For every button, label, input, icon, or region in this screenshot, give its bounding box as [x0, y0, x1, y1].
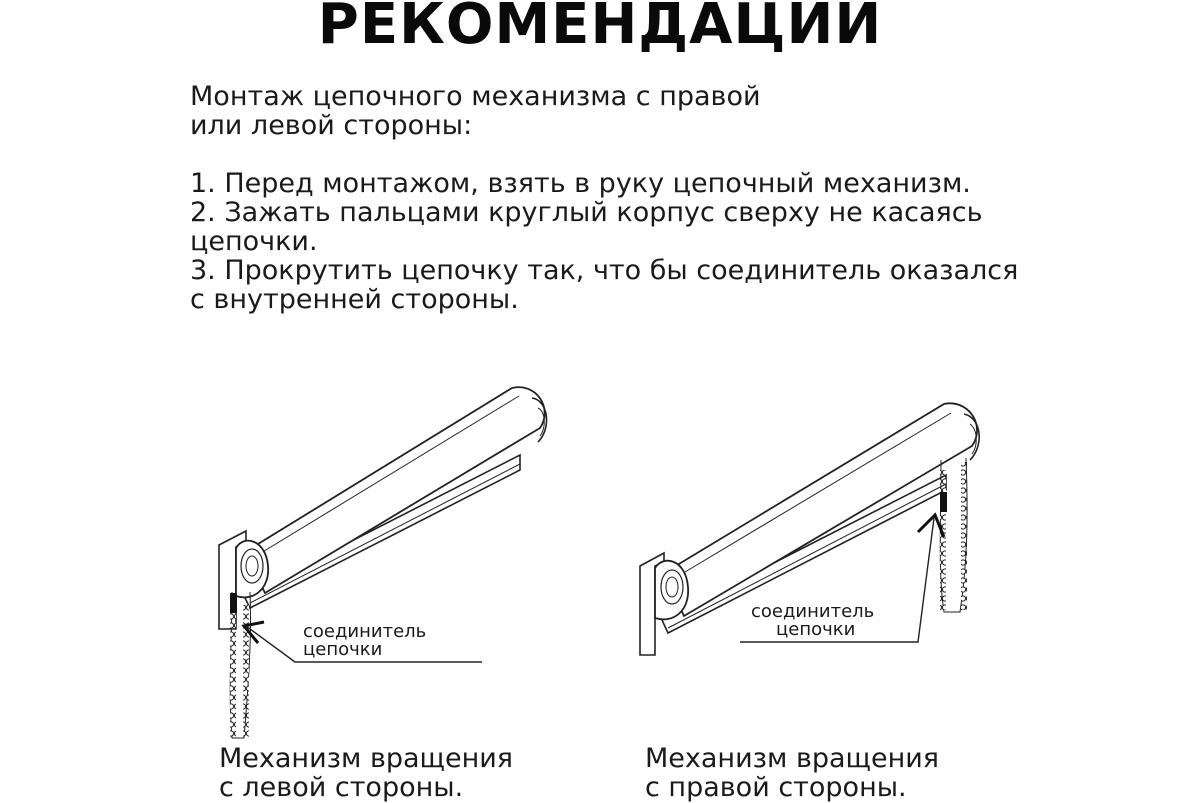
step-1: 1. Перед монтажом, взять в руку цепочный механизм.: [190, 168, 971, 199]
right-roller-diagram: [640, 403, 979, 655]
intro-line-1: Монтаж цепочного механизма с правой: [190, 81, 761, 112]
left-chain-strand-front: [230, 605, 236, 738]
right-chain-strand-back: [961, 462, 967, 610]
step-3-line-1: 3. Прокрутить цепочку так, что бы соединитель оказался: [190, 255, 1019, 286]
right-caption-line-1: Механизм вращения: [645, 743, 940, 774]
intro-line-2: или левой стороны:: [190, 110, 473, 141]
page-title: РЕКОМЕНДАЦИИ: [317, 0, 883, 57]
right-chain-connector: [940, 492, 947, 512]
right-caption-line-2: с правой стороны.: [645, 772, 907, 803]
step-2-line-1: 2. Зажать пальцами круглый корпус сверху не касаясь: [190, 197, 983, 228]
left-roller-diagram: [219, 387, 547, 738]
right-label-line-1: соединитель: [751, 601, 875, 622]
step-3-line-2: с внутренней стороны.: [190, 284, 519, 315]
right-roller-tube: [664, 403, 977, 616]
left-chain-connector: [230, 593, 237, 613]
step-2-line-2: цепочки.: [190, 226, 318, 257]
left-caption: [219, 744, 513, 802]
left-caption-line-2: с левой стороны.: [219, 772, 464, 803]
right-chain-strand-front: [940, 470, 946, 610]
right-label-line-2: цепочки: [776, 619, 856, 640]
left-caption-line-1: Механизм вращения: [219, 743, 514, 774]
left-label-line-2: цепочки: [303, 639, 383, 660]
left-label-line-1: соединитель: [303, 621, 427, 642]
right-caption: [645, 744, 939, 802]
left-roller-tube: [245, 387, 545, 593]
